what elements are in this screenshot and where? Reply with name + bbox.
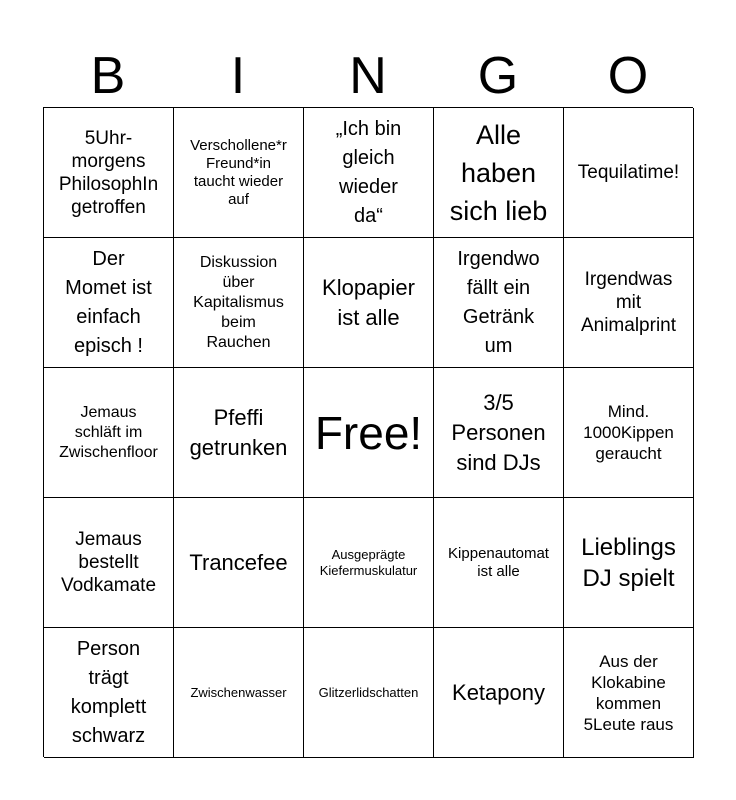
bingo-cell[interactable] — [434, 498, 564, 628]
bingo-cell[interactable] — [564, 628, 694, 758]
bingo-cell[interactable] — [564, 238, 694, 368]
bingo-cell[interactable] — [304, 498, 434, 628]
cell-text: Diskussion über Kapitalismus beim Rauchen — [193, 253, 284, 351]
bingo-cell[interactable] — [304, 628, 434, 758]
cell-text: Alle haben sich lieb — [449, 119, 548, 226]
cell-text: Glitzerlidschatten — [318, 684, 419, 700]
header-letter-i: I — [230, 47, 246, 105]
bingo-cell[interactable] — [174, 238, 304, 368]
cell-text: Irgendwo fällt ein Getränk um — [457, 247, 540, 357]
cell-text: Jemaus schläft im Zwischenfloor — [59, 403, 158, 461]
bingo-header — [43, 45, 693, 107]
header-letter-b: B — [90, 47, 126, 105]
cell-text: Pfeffi getrunken — [189, 404, 288, 460]
header-letter-n: N — [349, 47, 387, 105]
cell-text: Zwischenwasser — [190, 684, 287, 700]
bingo-cell[interactable] — [564, 498, 694, 628]
bingo-cell[interactable] — [174, 368, 304, 498]
bingo-cell[interactable] — [44, 108, 174, 238]
bingo-cell[interactable] — [44, 368, 174, 498]
bingo-cell[interactable] — [304, 238, 434, 368]
cell-text: Jemaus bestellt Vodkamate — [60, 529, 157, 596]
free-space-text: Free! — [314, 406, 423, 459]
cell-text: 5Uhr- morgens PhilosophIn getroffen — [58, 127, 159, 218]
bingo-cell[interactable] — [564, 368, 694, 498]
cell-text: Ausgeprägte Kiefermuskulatur — [319, 546, 418, 578]
cell-text: 3/5 Personen sind DJs — [451, 389, 546, 475]
bingo-grid — [43, 107, 693, 757]
bingo-cell[interactable] — [174, 108, 304, 238]
bingo-cell[interactable] — [564, 108, 694, 238]
header-letter-o: O — [607, 47, 649, 105]
bingo-cell[interactable] — [434, 628, 564, 758]
bingo-cell[interactable] — [44, 628, 174, 758]
cell-text: Kippenautomat ist alle — [448, 544, 549, 580]
bingo-cell[interactable] — [434, 238, 564, 368]
bingo-cell[interactable] — [44, 498, 174, 628]
cell-text: Ketapony — [452, 679, 545, 705]
bingo-cell[interactable] — [174, 628, 304, 758]
cell-text: Mind. 1000Kippen geraucht — [583, 402, 674, 463]
free-space-cell[interactable] — [304, 368, 434, 498]
cell-text: Trancefee — [189, 549, 288, 575]
header-letter-g: G — [477, 47, 519, 105]
cell-text: Tequilatime! — [577, 162, 680, 183]
cell-text: Irgendwas mit Animalprint — [580, 269, 677, 336]
cell-text: Aus der Klokabine kommen 5Leute raus — [583, 651, 674, 734]
cell-text: „Ich bin gleich wieder da“ — [335, 117, 402, 227]
cell-text: Klopapier ist alle — [322, 274, 415, 330]
bingo-cell[interactable] — [434, 108, 564, 238]
cell-text: Der Momet ist einfach episch ! — [65, 247, 152, 357]
bingo-cell[interactable] — [434, 368, 564, 498]
bingo-cell[interactable] — [44, 238, 174, 368]
bingo-cell[interactable] — [304, 108, 434, 238]
cell-text: Lieblings DJ spielt — [581, 533, 676, 592]
cell-text: Verschollene*r Freund*in taucht wieder auf — [190, 136, 287, 208]
cell-text: Person trägt komplett schwarz — [70, 637, 147, 747]
bingo-cell[interactable] — [174, 498, 304, 628]
